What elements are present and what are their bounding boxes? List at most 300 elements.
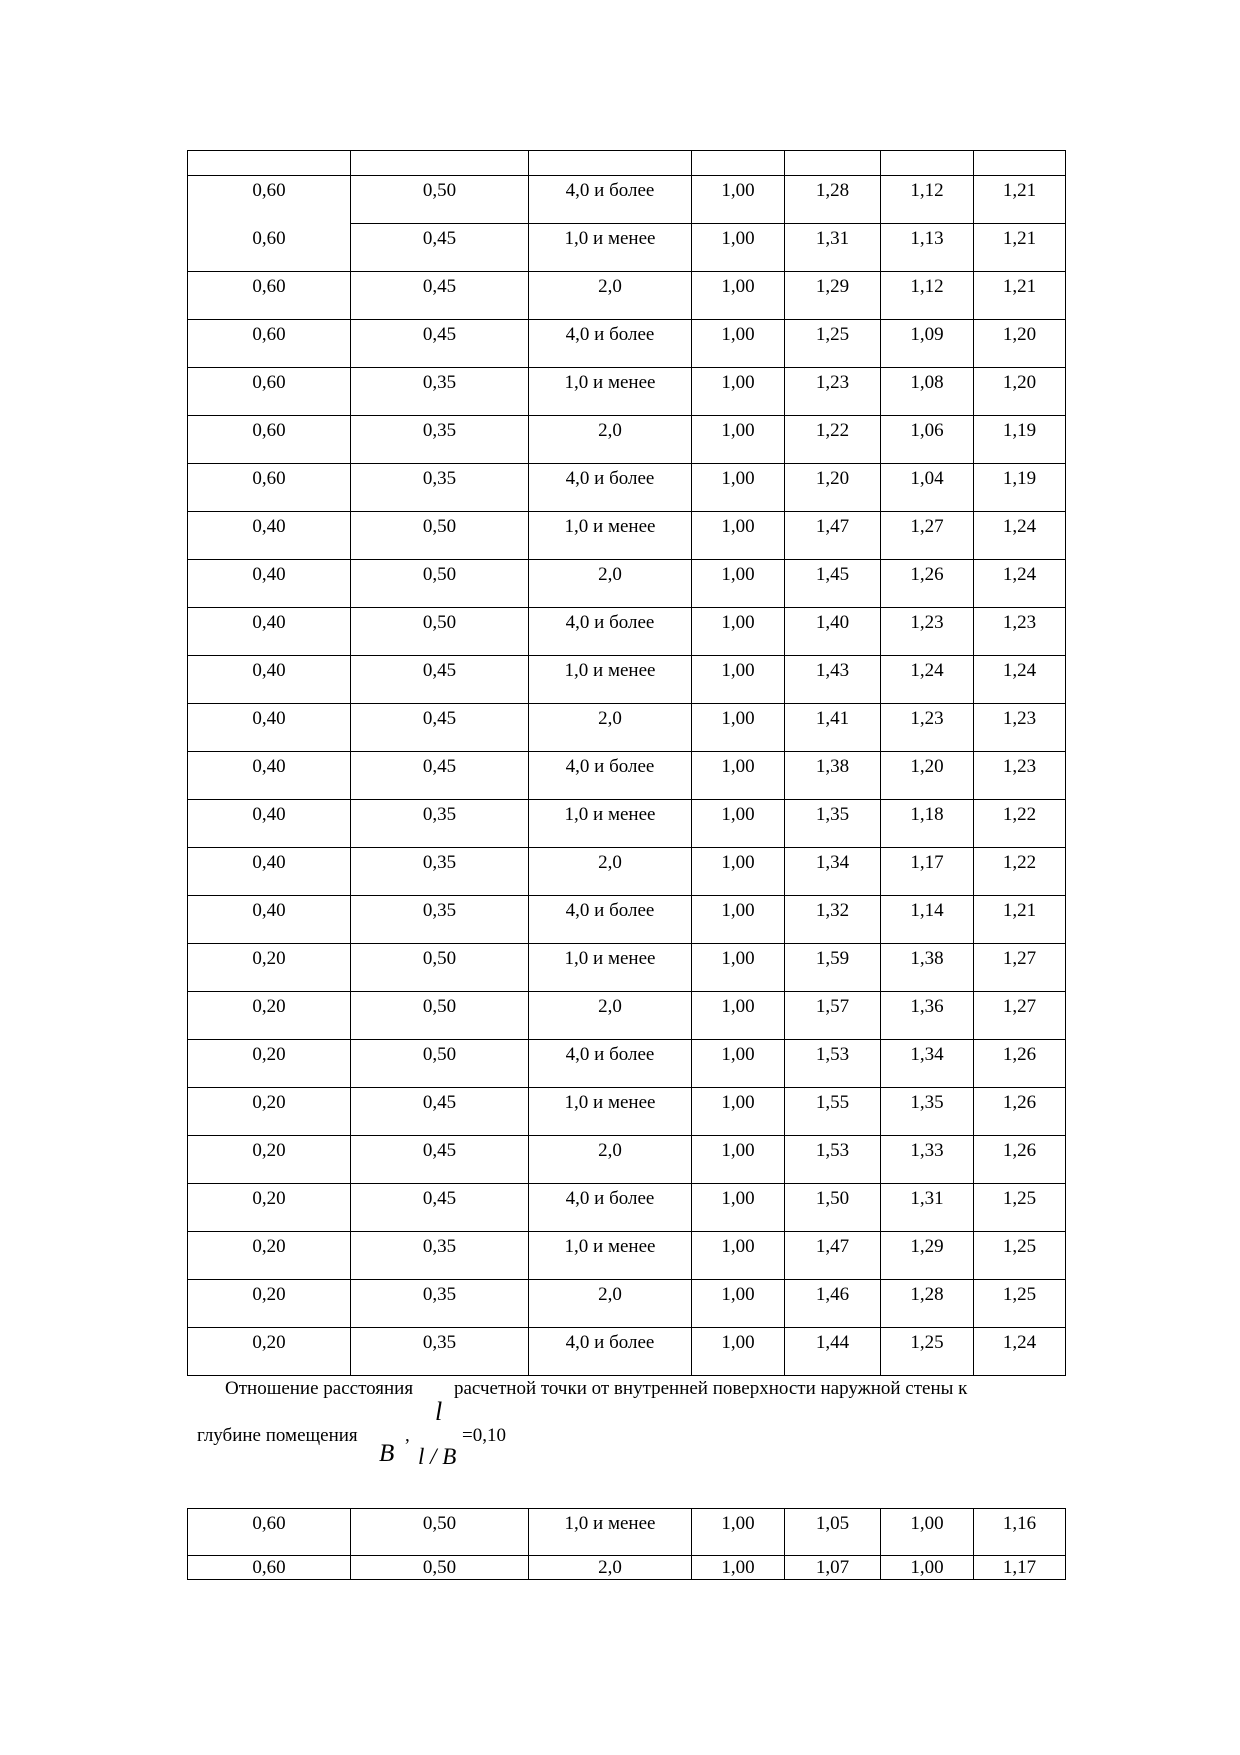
cell-value: 0,35: [422, 804, 457, 825]
table-row: [188, 272, 1066, 320]
header-cell: [692, 151, 785, 176]
cell-value: 4,0 и более: [565, 468, 655, 489]
cell-value: 1,25: [910, 1332, 944, 1353]
table-cell: [188, 416, 351, 464]
table-row: [188, 944, 1066, 992]
table-cell: [188, 560, 351, 608]
table-cell: [974, 1136, 1066, 1184]
table-cell: [529, 320, 692, 368]
cell-value: 4,0 и более: [565, 900, 655, 921]
table-cell: [188, 512, 351, 560]
cell-value: 1,28: [815, 180, 850, 201]
cell-value: 0,45: [422, 756, 457, 777]
table-cell: [881, 848, 974, 896]
table-cell: [188, 656, 351, 704]
table-cell: [785, 1556, 881, 1580]
cell-value: 1,22: [815, 420, 850, 441]
cell-value: 1,23: [1002, 756, 1037, 777]
cell-value: 1,29: [815, 276, 850, 297]
table-cell: [351, 1556, 529, 1580]
table-cell: [785, 1184, 881, 1232]
table-cell: [881, 416, 974, 464]
table-cell: [188, 944, 351, 992]
symbol-b: B: [379, 1440, 395, 1467]
cell-value: 1,24: [1002, 564, 1037, 585]
table-cell: [785, 224, 881, 272]
cell-value: 1,18: [910, 804, 944, 825]
cell-value: 1,0 и менее: [564, 1092, 656, 1113]
cell-value: 4,0 и более: [565, 180, 655, 201]
table-cell: [692, 992, 785, 1040]
table-cell: [692, 896, 785, 944]
cell-value: 1,40: [815, 612, 850, 633]
cell-value: 1,0 и менее: [564, 516, 656, 537]
cell-value: 1,0 и менее: [564, 1513, 656, 1534]
cell-value: 1,31: [910, 1188, 944, 1209]
table-cell: [785, 1136, 881, 1184]
cell-value: 1,26: [1002, 1140, 1037, 1161]
table-row: [188, 608, 1066, 656]
table-row: [188, 1280, 1066, 1328]
table-cell: [974, 1088, 1066, 1136]
cell-value: 1,00: [721, 564, 755, 585]
cell-value: 1,00: [721, 900, 755, 921]
table-cell: [351, 464, 529, 512]
cell-value: 0,35: [422, 1332, 457, 1353]
cell-value: 0,45: [422, 324, 457, 345]
cell-value: 0,20: [252, 1236, 286, 1257]
cell-value: 0,50: [422, 996, 457, 1017]
table-cell: [529, 704, 692, 752]
table-cell: [974, 512, 1066, 560]
table-cell: [188, 992, 351, 1040]
table-cell: [351, 800, 529, 848]
cell-value: 1,17: [910, 852, 944, 873]
cell-value: 2,0: [598, 1140, 622, 1161]
table-cell: [692, 656, 785, 704]
table-cell: [351, 992, 529, 1040]
table-cell: [785, 704, 881, 752]
table-cell: [351, 1136, 529, 1184]
table-cell: [351, 512, 529, 560]
table-cell: [351, 848, 529, 896]
table-row: [188, 560, 1066, 608]
table-cell: [692, 272, 785, 320]
cell-value: 1,27: [1002, 948, 1037, 969]
table-cell: [785, 896, 881, 944]
table-cell: [881, 992, 974, 1040]
cell-value: 1,00: [721, 1284, 755, 1305]
cell-value: 1,00: [721, 1140, 755, 1161]
table-cell: [692, 560, 785, 608]
table-cell: [881, 464, 974, 512]
cell-value: 0,50: [422, 516, 457, 537]
cell-value: 1,0 и менее: [564, 228, 656, 249]
cell-value: 1,05: [815, 1513, 850, 1534]
cell-value: 1,17: [1002, 1557, 1037, 1578]
cell-value: 1,00: [910, 1513, 944, 1534]
cell-value: 1,00: [721, 804, 755, 825]
cell-value: 2,0: [598, 996, 622, 1017]
table-cell: [188, 608, 351, 656]
cell-value: 0,60: [252, 1513, 286, 1534]
table-row: [188, 1509, 1066, 1556]
table-cell: [692, 224, 785, 272]
table-cell: [692, 944, 785, 992]
cell-value: 0,35: [422, 420, 457, 441]
table-cell: [881, 944, 974, 992]
cell-value: 1,55: [815, 1092, 850, 1113]
cell-value: 1,45: [815, 564, 850, 585]
cell-value: 1,23: [815, 372, 850, 393]
cell-value: 1,00: [721, 948, 755, 969]
cell-value: 1,16: [1002, 1513, 1037, 1534]
table-cell: [351, 608, 529, 656]
table-cell: [785, 1509, 881, 1556]
table-cell: [974, 944, 1066, 992]
cell-value: 1,00: [721, 1092, 755, 1113]
table-row: [188, 656, 1066, 704]
table-cell: [188, 752, 351, 800]
table-cell: [881, 176, 974, 224]
table-row: [188, 176, 1066, 224]
cell-value: 2,0: [598, 564, 622, 585]
cell-value: 1,00: [721, 276, 755, 297]
cell-value: 1,19: [1002, 420, 1037, 441]
cell-value: 0,45: [422, 1092, 457, 1113]
table-cell: [188, 1232, 351, 1280]
table-cell: [529, 848, 692, 896]
table-cell: [351, 704, 529, 752]
table-cell: [188, 224, 351, 272]
table-cell: [974, 1040, 1066, 1088]
table-cell: [529, 656, 692, 704]
table-cell: [188, 1184, 351, 1232]
cell-value: 0,20: [252, 996, 286, 1017]
table-cell: [785, 752, 881, 800]
comma: ,: [405, 1425, 410, 1446]
table-cell: [351, 272, 529, 320]
cell-value: 1,23: [1002, 612, 1037, 633]
cell-value: 4,0 и более: [565, 1188, 655, 1209]
cell-value: 1,0 и менее: [564, 1236, 656, 1257]
table-cell: [974, 704, 1066, 752]
table-cell: [351, 1184, 529, 1232]
cell-value: 2,0: [598, 708, 622, 729]
table-cell: [692, 608, 785, 656]
table-cell: [881, 368, 974, 416]
cell-value: 1,53: [815, 1044, 850, 1065]
cell-value: 0,35: [422, 372, 457, 393]
cell-value: 0,50: [422, 564, 457, 585]
cell-value: 2,0: [598, 852, 622, 873]
cell-value: 1,00: [721, 1044, 755, 1065]
table-cell: [881, 800, 974, 848]
table-cell: [188, 1088, 351, 1136]
table-cell: [529, 752, 692, 800]
cell-value: 0,20: [252, 1188, 286, 1209]
cell-value: 1,06: [910, 420, 944, 441]
cell-value: 0,20: [252, 1332, 286, 1353]
table-cell: [529, 368, 692, 416]
coefficients-table: [187, 150, 1066, 1376]
cell-value: 1,00: [721, 612, 755, 633]
cell-value: 1,27: [1002, 996, 1037, 1017]
table-row: [188, 368, 1066, 416]
cell-value: 0,60: [252, 372, 286, 393]
table-cell: [785, 1328, 881, 1376]
table-cell: [974, 1232, 1066, 1280]
table-cell: [529, 1088, 692, 1136]
table-cell: [529, 1136, 692, 1184]
table-cell: [692, 464, 785, 512]
table-cell: [351, 1509, 529, 1556]
table-cell: [188, 1556, 351, 1580]
cell-value: 1,33: [910, 1140, 944, 1161]
table-cell: [881, 1184, 974, 1232]
table-cell: [188, 320, 351, 368]
cell-value: 1,23: [910, 708, 944, 729]
table-cell: [529, 224, 692, 272]
cell-value: 1,00: [721, 708, 755, 729]
table-cell: [692, 1088, 785, 1136]
table-cell: [785, 608, 881, 656]
cell-value: 1,00: [721, 852, 755, 873]
note-line1-part2: расчетной точки от внутренней поверхности наружной стены к: [454, 1378, 968, 1399]
header-cell: [351, 151, 529, 176]
table-cell: [692, 416, 785, 464]
table-cell: [881, 272, 974, 320]
table-cell: [785, 944, 881, 992]
cell-value: 1,24: [1002, 660, 1037, 681]
cell-value: 1,25: [1002, 1284, 1037, 1305]
cell-value: 0,40: [252, 708, 286, 729]
cell-value: 1,07: [815, 1557, 850, 1578]
table-cell: [974, 992, 1066, 1040]
cell-value: 1,13: [910, 228, 944, 249]
table-cell: [692, 1556, 785, 1580]
table-cell: [881, 1509, 974, 1556]
cell-value: 2,0: [598, 420, 622, 441]
table-cell: [974, 1509, 1066, 1556]
table-row: [188, 1556, 1066, 1580]
cell-value: 1,44: [815, 1332, 850, 1353]
cell-value: 1,00: [721, 228, 755, 249]
cell-value: 0,45: [422, 228, 457, 249]
cell-value: 0,50: [422, 948, 457, 969]
cell-value: 1,24: [910, 660, 944, 681]
cell-value: 0,45: [422, 276, 457, 297]
table-cell: [974, 1280, 1066, 1328]
cell-value: 0,40: [252, 516, 286, 537]
cell-value: 0,20: [252, 948, 286, 969]
table-cell: [529, 1509, 692, 1556]
table-cell: [351, 1040, 529, 1088]
cell-value: 1,21: [1002, 180, 1037, 201]
header-cell: [529, 151, 692, 176]
table-cell: [529, 416, 692, 464]
cell-value: 0,60: [252, 468, 286, 489]
cell-value: 1,0 и менее: [564, 372, 656, 393]
table-row: [188, 992, 1066, 1040]
table-cell: [974, 608, 1066, 656]
table-cell: [692, 752, 785, 800]
cell-value: 1,21: [1002, 228, 1037, 249]
cell-value: 1,31: [815, 228, 850, 249]
table-cell: [785, 1280, 881, 1328]
table-cell: [974, 800, 1066, 848]
cell-value: 1,09: [910, 324, 944, 345]
cell-value: 1,26: [1002, 1044, 1037, 1065]
table-cell: [529, 800, 692, 848]
cell-value: 1,46: [815, 1284, 850, 1305]
table-cell: [188, 1328, 351, 1376]
table-row: [188, 1184, 1066, 1232]
table-cell: [351, 176, 529, 224]
note-line1-part1: Отношение расстояния: [225, 1378, 414, 1399]
cell-value: 0,40: [252, 660, 286, 681]
table-cell: [974, 896, 1066, 944]
table-cell: [785, 464, 881, 512]
table-cell: [881, 512, 974, 560]
cell-value: 0,60: [252, 420, 286, 441]
table-cell: [188, 272, 351, 320]
table-row: [188, 416, 1066, 464]
cell-value: 1,32: [815, 900, 850, 921]
table-cell: [785, 272, 881, 320]
table-row: [188, 704, 1066, 752]
cell-value: 1,41: [815, 708, 850, 729]
table-cell: [785, 1088, 881, 1136]
table-cell: [881, 1136, 974, 1184]
table-cell: [529, 1184, 692, 1232]
table-cell: [881, 560, 974, 608]
cell-value: 0,40: [252, 756, 286, 777]
cell-value: 1,36: [910, 996, 944, 1017]
cell-value: 1,47: [815, 1236, 850, 1257]
table-cell: [692, 704, 785, 752]
cell-value: 1,14: [910, 900, 944, 921]
table-row: [188, 1328, 1066, 1376]
table-cell: [351, 368, 529, 416]
table-cell: [785, 368, 881, 416]
table-cell: [692, 1280, 785, 1328]
cell-value: 1,23: [910, 612, 944, 633]
table-cell: [692, 1184, 785, 1232]
cell-value: 0,60: [252, 276, 286, 297]
table-cell: [351, 944, 529, 992]
table-cell: [692, 1232, 785, 1280]
table-row: [188, 896, 1066, 944]
table-cell: [529, 608, 692, 656]
table-cell: [692, 1509, 785, 1556]
table-cell: [188, 800, 351, 848]
table-cell: [785, 512, 881, 560]
table-cell: [785, 656, 881, 704]
cell-value: 1,20: [1002, 372, 1037, 393]
cell-value: 0,35: [422, 900, 457, 921]
table-cell: [881, 752, 974, 800]
table-cell: [351, 560, 529, 608]
table-cell: [974, 848, 1066, 896]
header-cell: [188, 151, 351, 176]
cell-value: 1,00: [721, 756, 755, 777]
table-cell: [529, 176, 692, 224]
cell-value: 0,50: [422, 1513, 457, 1534]
table-cell: [785, 416, 881, 464]
table-cell: [785, 176, 881, 224]
table-cell: [188, 464, 351, 512]
cell-value: 0,20: [252, 1140, 286, 1161]
cell-value: 1,20: [815, 468, 850, 489]
table-cell: [188, 1136, 351, 1184]
table-cell: [974, 1184, 1066, 1232]
cell-value: 0,50: [422, 1044, 457, 1065]
table-cell: [351, 416, 529, 464]
table-cell: [974, 320, 1066, 368]
table-cell: [529, 560, 692, 608]
cell-value: 4,0 и более: [565, 1044, 655, 1065]
cell-value: 1,00: [721, 660, 755, 681]
table-cell: [974, 752, 1066, 800]
cell-value: 0,40: [252, 804, 286, 825]
table-cell: [529, 896, 692, 944]
table-cell: [881, 1556, 974, 1580]
cell-value: 1,43: [815, 660, 850, 681]
cell-value: 1,25: [815, 324, 850, 345]
table-cell: [692, 1136, 785, 1184]
cell-value: 1,24: [1002, 1332, 1037, 1353]
cell-value: 1,28: [910, 1284, 944, 1305]
cell-value: 1,27: [910, 516, 944, 537]
table-cell: [974, 656, 1066, 704]
table-row: [188, 1232, 1066, 1280]
cell-value: 1,00: [721, 1188, 755, 1209]
cell-value: 0,20: [252, 1284, 286, 1305]
table-cell: [529, 992, 692, 1040]
ratio-value: =0,10: [462, 1425, 506, 1446]
table-cell: [188, 896, 351, 944]
table-cell: [881, 1088, 974, 1136]
table-cell: [881, 608, 974, 656]
cell-value: 0,45: [422, 660, 457, 681]
cell-value: 1,00: [721, 996, 755, 1017]
cell-value: 0,40: [252, 852, 286, 873]
cell-value: 0,60: [252, 324, 286, 345]
table-cell: [188, 1509, 351, 1556]
table-cell: [351, 896, 529, 944]
cell-value: 1,00: [721, 324, 755, 345]
cell-value: 1,0 и менее: [564, 948, 656, 969]
symbol-ratio: l / B: [418, 1444, 457, 1469]
cell-value: 0,60: [252, 1557, 286, 1578]
table-cell: [974, 1556, 1066, 1580]
cell-value: 0,40: [252, 612, 286, 633]
cell-value: 1,23: [1002, 708, 1037, 729]
table-cell: [188, 176, 351, 224]
cell-value: 1,57: [815, 996, 850, 1017]
table-cell: [188, 368, 351, 416]
table-row: [188, 1040, 1066, 1088]
cell-value: 1,00: [721, 1332, 755, 1353]
cell-value: 1,38: [910, 948, 944, 969]
cell-value: 1,00: [721, 1513, 755, 1534]
cell-value: 1,12: [910, 180, 944, 201]
table-cell: [529, 1556, 692, 1580]
cell-value: 0,20: [252, 1092, 286, 1113]
header-cell: [785, 151, 881, 176]
table-cell: [692, 800, 785, 848]
